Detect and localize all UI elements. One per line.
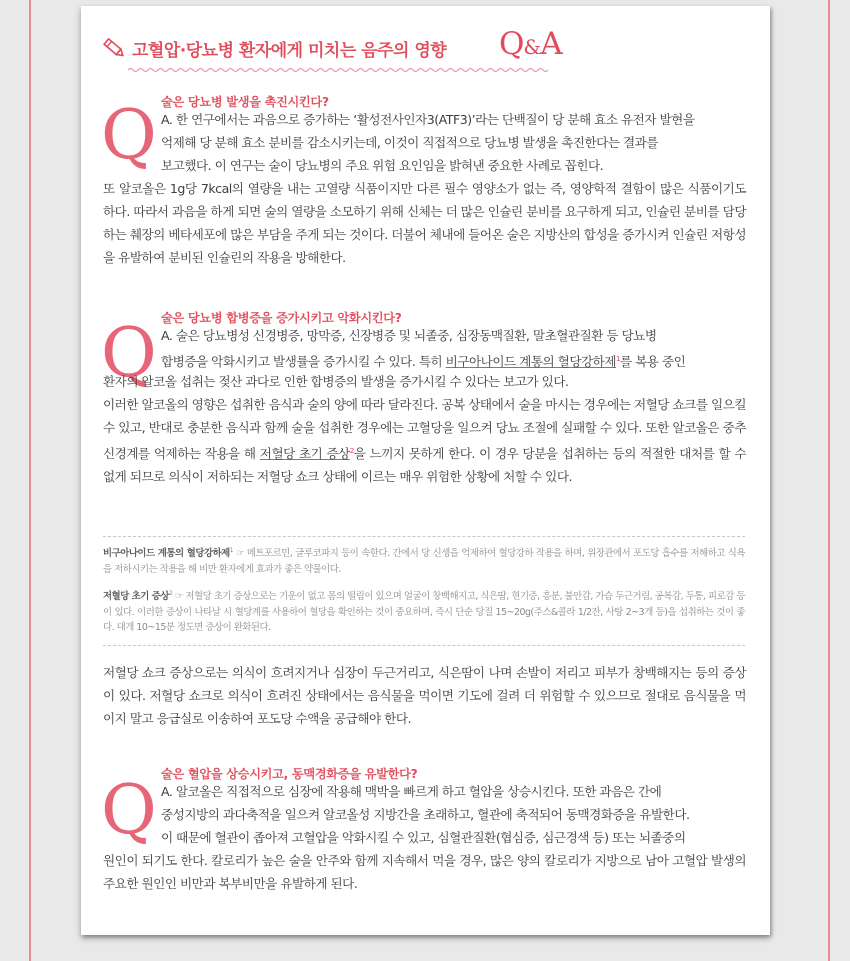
notes-divider-bottom	[103, 645, 745, 646]
footnote-1: 비구아나이드 계통의 혈당강하제$^1$ ☞ 메트포르민, 글루코파지 등이 속한다. 간에서 당 신생을 억제하여 혈당강하 작용을 하며, 위장관에서 포도당 흡수를 저해하고 식욕을 저하시키는 작용을 해 비만 환자에게 효과가 좋은 약물이다.	[103, 547, 745, 575]
question-3-title: 술은 혈압을 상승시키고, 동맥경화증을 유발한다?	[161, 767, 418, 781]
answer-1-line-1: A. 한 연구에서는 과음으로 증가하는 ‘활성전사인자3(ATF3)’라는 단백질이 당 분해 효소 유전자 발현을	[161, 112, 695, 127]
article-header	[101, 26, 601, 66]
answer-3-line-2: 중성지방의 과다축적을 일으켜 알코올성 지방간을 초래하고, 혈관에 축적되어 동맥경화증을 유발한다.	[161, 807, 690, 822]
answer-3-line-3: 이 때문에 혈관이 좁아져 고혈압을 악화시킬 수 있고, 심혈관질환(협심증, 심근경색 등) 또는 뇌졸중의	[161, 830, 686, 845]
answer-1-line-2: 억제해 당 분해 효소 분비를 감소시키는데, 이것이 직접적으로 당뇨병 발생을 촉진한다는 결과를	[161, 135, 658, 150]
footnote-2: 저혈당 초기 증상$^2$ ☞ 저혈당 초기 증상으로는 기운이 없고 몸의 떨림이 있으며 얼굴이 창백해지고, 식은땀, 현기증, 흥분, 불안감, 가슴 두근거림, 공복감, 두통, 피로감 등이 있다. 이러한 증상이 나타날 시 혈당계를 사용하여 혈당을 확인하는 것이 중요하며, 즉시 단순 당질 15~20g(주스&콜라 1/2잔, 사탕 2~3개 등)을 섭취하는 것이 좋다. 대개 10~15분 정도면 증상이 완화된다.	[103, 590, 745, 634]
pencil-icon	[101, 35, 127, 61]
answer-2-line-3: 환자의 알코올 섭취는 젖산 과다로 인한 합병증의 발생을 증가시킬 수 있다는 보고가 있다.	[103, 374, 569, 389]
notes-divider-top	[103, 536, 745, 537]
article-title: 고혈압·당뇨병 환자에게 미치는 음주의 영향	[132, 41, 447, 61]
hypoglycemia-term: 저혈당 초기 증상	[259, 446, 350, 461]
qa-logo: Q&A	[499, 26, 562, 62]
answer-2-line-2: 합병증을 악화시키고 발생률을 증가시킬 수 있다. 특히 비구아나이드 계통의 혈당강하제$^1$를 복용 중인	[161, 354, 686, 370]
question-1-title: 술은 당뇨병 발생을 촉진시킨다?	[161, 95, 329, 109]
right-border-line	[828, 0, 830, 961]
answer-1-line-3: 보고했다. 이 연구는 술이 당뇨병의 주요 위험 요인임을 밝혀낸 중요한 사례로 꼽힌다.	[161, 158, 604, 173]
question-mark-2: Q	[101, 314, 157, 393]
biguanide-term: 비구아나이드 계통의 혈당강하제	[445, 354, 616, 370]
section-1-paragraph: 또 알코올은 1g당 7kcal의 열량을 내는 고열량 식품이지만 다른 필수 영양소가 없는 즉, 영양학적 결함이 많은 식품이기도 하다. 따라서 과음을 하게 되면 술의 열량을 소모하기 위해 신체는 더 많은 인슐린 분비를 요구하게 되고, 인슐린 분비를 담당하는 췌장의 베타세포에 많은 부담을 주게 되는 것이다. 더불어 체내에 들어온 술은 지방산의 합성을 증가시켜 인슐린 저항성을 유발하여 분비된 인슐린의 작용을 방해한다.	[103, 181, 746, 265]
answer-2-line-1: A. 술은 당뇨병성 신경병증, 망막증, 신장병증 및 뇌졸중, 심장동맥질환, 말초혈관질환 등 당뇨병	[161, 328, 657, 343]
question-mark-1: Q	[101, 96, 157, 175]
section-3-paragraph: 원인이 되기도 한다. 칼로리가 높은 술을 안주와 함께 지속해서 먹을 경우, 많은 양의 칼로리가 지방으로 남아 고혈압 발생의 주요한 원인인 비만과 복부비만을 유발하게 된다.	[103, 853, 746, 891]
middle-paragraph: 저혈당 쇼크 증상으로는 의식이 흐려지거나 심장이 두근거리고, 식은땀이 나며 손발이 저리고 피부가 창백해지는 등의 증상이 있다. 저혈당 쇼크로 의식이 흐려진 상태에서는 음식물을 먹이면 기도에 걸려 더 위험할 수 있으므로 절대로 음식물을 먹이지 말고 응급실로 이송하여 포도당 수액을 공급해야 한다.	[103, 665, 746, 726]
answer-3-line-1: A. 알코올은 직접적으로 심장에 작용해 맥박을 빠르게 하고 혈압을 상승시킨다. 또한 과음은 간에	[161, 784, 662, 799]
wavy-divider	[128, 66, 548, 74]
left-border-line	[29, 0, 31, 961]
section-2-paragraph: 이러한 알코올의 영향은 섭취한 음식과 술의 양에 따라 달라진다. 공복 상태에서 술을 마시는 경우에는 저혈당 쇼크를 일으킬 수 있고, 반대로 충분한 음식과 함께 술을 섭취한 경우에는 고혈당을 일으켜 당뇨 조절에 실패할 수 있다. 또한 알코올은 중추신경계를 억제하는 작용을 해 저혈당 초기 증상$^2$을 느끼지 못하게 한다. 이 경우 당분을 섭취하는 등의 적절한 대처를 할 수 없게 되므로 의식이 저하되는 저혈당 쇼크 상태에 이르는 매우 위험한 상황에 처할 수 있다.	[103, 397, 746, 484]
article-page	[81, 6, 770, 935]
question-mark-3: Q	[101, 771, 157, 850]
question-2-title: 술은 당뇨병 합병증을 증가시키고 악화시킨다?	[161, 311, 402, 325]
